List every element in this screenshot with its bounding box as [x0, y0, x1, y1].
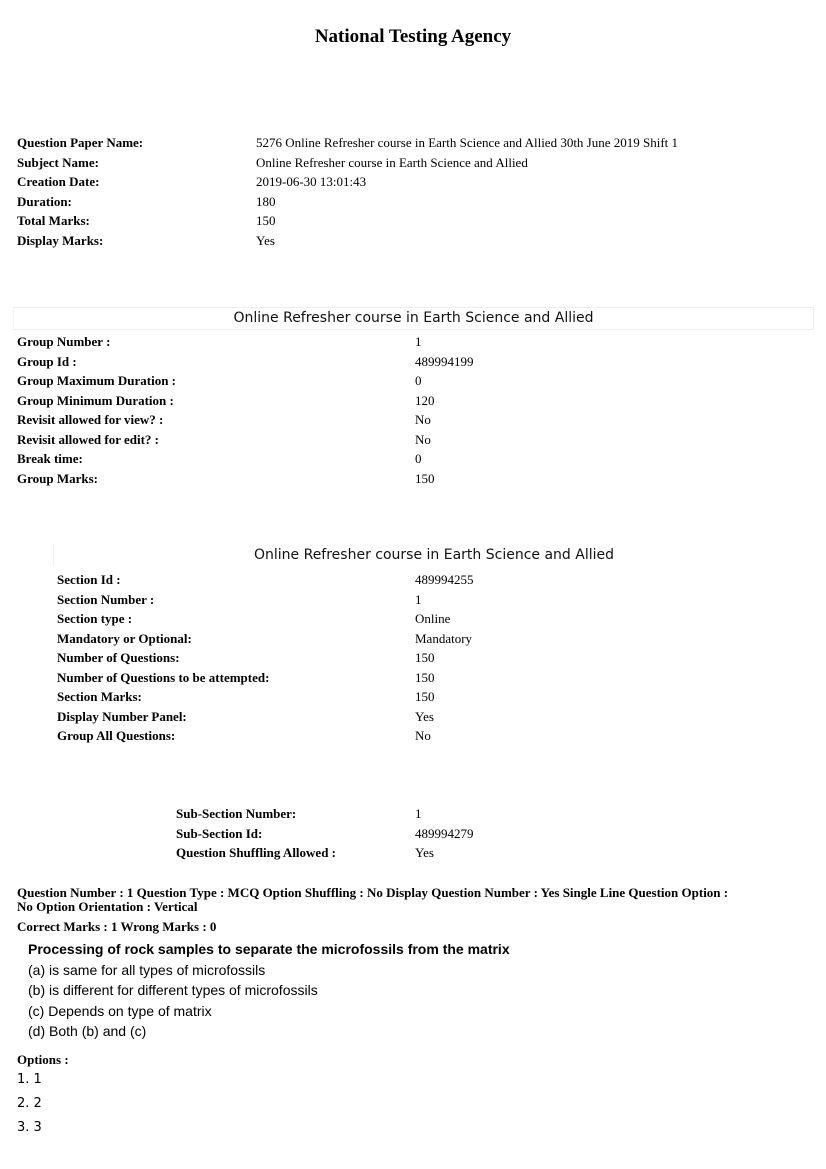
subsection-row	[176, 804, 806, 824]
group-row	[17, 391, 807, 411]
info-value: Yes	[256, 232, 275, 248]
section-label: Section Marks:	[57, 689, 142, 704]
group-value: 489994199	[415, 353, 474, 369]
group-title: Online Refresher course in Earth Science and Allied	[13, 307, 814, 330]
subsection-label: Question Shuffling Allowed :	[176, 845, 337, 860]
option-item: 1. 1	[17, 1072, 42, 1087]
info-label: Question Paper Name:	[17, 135, 144, 150]
subsection-row	[176, 843, 806, 863]
section-row	[57, 687, 807, 707]
section-value: 150	[415, 650, 435, 665]
section-row	[57, 590, 807, 610]
section-label: Section Number :	[57, 591, 155, 607]
info-row	[17, 211, 807, 231]
section-label: Mandatory or Optional:	[57, 630, 192, 646]
section-row	[57, 726, 807, 746]
section-label: Display Number Panel:	[57, 708, 187, 724]
section-value: Mandatory	[415, 630, 473, 646]
section-value: 150	[415, 669, 435, 685]
section-label: Number of Questions:	[57, 650, 180, 665]
section-value: Online	[415, 611, 451, 626]
group-row	[17, 352, 807, 372]
group-row	[17, 449, 807, 469]
subsection-row	[176, 824, 806, 844]
group-label: Group Maximum Duration :	[17, 373, 177, 388]
info-label: Creation Date:	[17, 174, 100, 189]
info-value: Online Refresher course in Earth Science and Allied	[256, 154, 528, 170]
section-row	[57, 629, 807, 649]
question-meta-line: No Option Orientation : Vertical	[17, 899, 198, 914]
section-row	[57, 707, 807, 727]
question-body	[28, 939, 808, 1042]
group-label: Break time:	[17, 451, 83, 466]
group-label: Revisit allowed for view? :	[17, 412, 164, 427]
section-label: Number of Questions to be attempted:	[57, 669, 270, 685]
section-label: Section Id :	[57, 572, 121, 587]
section-row	[57, 570, 807, 590]
question-stem: Processing of rock samples to separate the microfossils from the matrix	[28, 941, 510, 957]
question-choice: (c) Depends on type of matrix	[28, 1002, 212, 1019]
section-row	[57, 648, 807, 668]
section-value: 489994255	[415, 572, 474, 587]
info-row	[17, 153, 807, 173]
question-choice: (b) is different for different types of microfossils	[28, 982, 318, 998]
group-value: 0	[415, 451, 422, 466]
group-row	[17, 332, 807, 352]
group-value: No	[415, 431, 431, 447]
group-label: Group Marks:	[17, 470, 99, 486]
question-choice: (d) Both (b) and (c)	[28, 1023, 147, 1039]
section-value: 150	[415, 689, 435, 704]
options-label: Options :	[17, 1052, 69, 1067]
question-meta-line: Question Number : 1 Question Type : MCQ Option Shuffling : No Display Question Number : Yes Single Line Question Option :	[17, 885, 729, 900]
section-info	[57, 570, 807, 746]
info-label: Duration:	[17, 193, 72, 209]
info-row	[17, 133, 807, 153]
subsection-label: Sub-Section Number:	[176, 806, 297, 821]
group-label: Group Number :	[17, 334, 111, 349]
info-label: Total Marks:	[17, 213, 90, 228]
section-title: Online Refresher course in Earth Science and Allied	[53, 545, 814, 566]
info-label: Display Marks:	[17, 232, 104, 248]
info-row	[17, 172, 807, 192]
subsection-value: 489994279	[415, 825, 474, 841]
group-value: 0	[415, 373, 422, 388]
page-title: National Testing Agency	[314, 26, 512, 47]
question-marks: Correct Marks : 1 Wrong Marks : 0	[17, 919, 217, 934]
section-row	[57, 609, 807, 629]
paper-info	[17, 133, 807, 250]
subsection-value: Yes	[415, 845, 434, 860]
info-label: Subject Name:	[17, 154, 99, 170]
info-row	[17, 231, 807, 251]
group-value: 120	[415, 392, 435, 408]
section-label: Section type :	[57, 611, 133, 626]
group-value: 1	[415, 334, 422, 349]
question-meta	[17, 886, 812, 914]
question-choice: (a) is same for all types of microfossils	[28, 961, 266, 978]
group-label: Group Minimum Duration :	[17, 392, 174, 408]
section-row	[57, 668, 807, 688]
info-value: 5276 Online Refresher course in Earth Science and Allied 30th June 2019 Shift 1	[256, 135, 679, 150]
info-value: 150	[256, 213, 276, 228]
group-info	[17, 332, 807, 488]
section-value: 1	[415, 591, 422, 607]
group-row	[17, 410, 807, 430]
group-label: Revisit allowed for edit? :	[17, 431, 160, 447]
group-value: No	[415, 412, 431, 427]
subsection-label: Sub-Section Id:	[176, 825, 263, 841]
group-row	[17, 430, 807, 450]
option-item: 2. 2	[17, 1096, 42, 1111]
info-row	[17, 192, 807, 212]
group-label: Group Id :	[17, 353, 77, 369]
group-row	[17, 469, 807, 489]
group-value: 150	[415, 470, 435, 486]
subsection-value: 1	[415, 806, 422, 821]
info-value: 180	[256, 193, 276, 209]
section-value: No	[415, 728, 431, 743]
info-value: 2019-06-30 13:01:43	[256, 174, 367, 189]
section-value: Yes	[415, 708, 434, 724]
section-label: Group All Questions:	[57, 728, 176, 743]
option-item: 3. 3	[17, 1120, 42, 1135]
subsection-info	[176, 804, 806, 863]
group-row	[17, 371, 807, 391]
